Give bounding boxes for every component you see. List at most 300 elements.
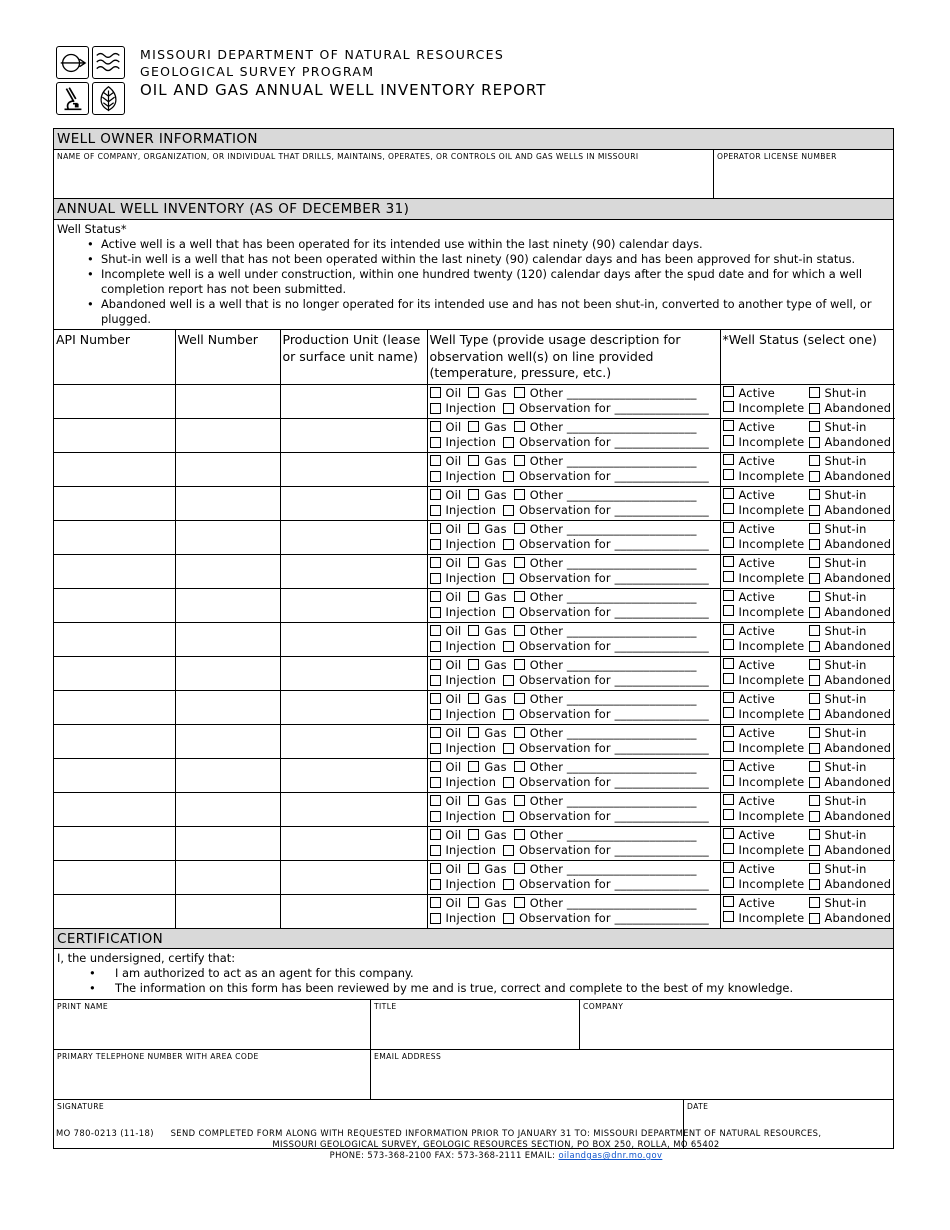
abandoned-checkbox[interactable] (809, 539, 820, 550)
injection-checkbox[interactable] (430, 403, 441, 414)
well-status-cell (720, 894, 895, 928)
api-number-cell[interactable] (54, 860, 175, 894)
oil-checkbox[interactable] (430, 897, 441, 908)
incomplete-label: Incomplete (738, 775, 805, 790)
production-unit-cell[interactable] (280, 452, 427, 486)
table-row (54, 860, 895, 894)
incomplete-checkbox[interactable] (723, 639, 734, 650)
injection-checkbox[interactable] (430, 709, 441, 720)
other-label: Other ______________________ (529, 793, 697, 808)
well-type-cell (427, 520, 720, 554)
injection-checkbox[interactable] (430, 777, 441, 788)
api-number-cell[interactable] (54, 418, 175, 452)
abandoned-label: Abandoned (824, 605, 892, 620)
table-row (54, 758, 895, 792)
active-label: Active (738, 453, 775, 468)
production-unit-cell[interactable] (280, 622, 427, 656)
gas-label: Gas (484, 759, 507, 774)
abandoned-label: Abandoned (824, 503, 892, 518)
production-unit-cell[interactable] (280, 894, 427, 928)
definition-shutin: • Shut-in well is a well that has not been operated within the last ninety (90) calendar days and has been approved for shut-in status. (101, 252, 890, 267)
observation-checkbox[interactable] (503, 437, 514, 448)
abandoned-checkbox[interactable] (809, 607, 820, 618)
gas-label: Gas (484, 521, 507, 536)
oil-label: Oil (445, 793, 462, 808)
injection-label: Injection (445, 809, 497, 824)
company-field[interactable] (580, 1000, 893, 1049)
observation-checkbox[interactable] (503, 709, 514, 720)
injection-label: Injection (445, 537, 497, 552)
other-checkbox[interactable] (514, 897, 525, 908)
well-number-cell[interactable] (175, 452, 280, 486)
shutin-label: Shut-in (824, 895, 867, 910)
oil-label: Oil (445, 419, 462, 434)
production-unit-cell[interactable] (280, 690, 427, 724)
incomplete-checkbox[interactable] (723, 911, 734, 922)
injection-checkbox[interactable] (430, 913, 441, 924)
well-number-cell[interactable] (175, 690, 280, 724)
active-checkbox[interactable] (723, 624, 734, 635)
other-label: Other ______________________ (529, 691, 697, 706)
oil-checkbox[interactable] (430, 523, 441, 534)
shutin-label: Shut-in (824, 691, 867, 706)
observation-checkbox[interactable] (503, 913, 514, 924)
active-checkbox[interactable] (723, 896, 734, 907)
production-unit-cell[interactable] (280, 486, 427, 520)
form-code: MO 780-0213 (11-18) (56, 1128, 154, 1138)
oil-label: Oil (445, 453, 462, 468)
active-checkbox[interactable] (723, 794, 734, 805)
incomplete-label: Incomplete (738, 707, 805, 722)
incomplete-checkbox[interactable] (723, 843, 734, 854)
incomplete-checkbox[interactable] (723, 707, 734, 718)
title-field[interactable] (371, 1000, 580, 1049)
api-number-cell[interactable] (54, 792, 175, 826)
incomplete-label: Incomplete (738, 673, 805, 688)
shutin-checkbox[interactable] (809, 761, 820, 772)
abandoned-label: Abandoned (824, 435, 892, 450)
injection-checkbox[interactable] (430, 811, 441, 822)
gas-checkbox[interactable] (468, 795, 479, 806)
api-number-cell[interactable] (54, 894, 175, 928)
injection-checkbox[interactable] (430, 607, 441, 618)
shutin-checkbox[interactable] (809, 523, 820, 534)
api-number-cell[interactable] (54, 758, 175, 792)
production-unit-cell[interactable] (280, 656, 427, 690)
owner-section-heading: WELL OWNER INFORMATION (54, 129, 893, 150)
observation-checkbox[interactable] (503, 675, 514, 686)
gas-checkbox[interactable] (468, 761, 479, 772)
table-row (54, 520, 895, 554)
email-field[interactable] (371, 1050, 893, 1099)
other-checkbox[interactable] (514, 659, 525, 670)
col-production-unit: Production Unit (lease or surface unit name) (280, 330, 427, 384)
observation-checkbox[interactable] (503, 777, 514, 788)
incomplete-label: Incomplete (738, 537, 805, 552)
injection-checkbox[interactable] (430, 879, 441, 890)
oil-checkbox[interactable] (430, 761, 441, 772)
signature-label: SIGNATURE (57, 1102, 105, 1111)
oil-checkbox[interactable] (430, 863, 441, 874)
injection-checkbox[interactable] (430, 675, 441, 686)
gas-label: Gas (484, 725, 507, 740)
col-well-type: Well Type (provide usage description for observation well(s) on line provided (temperature, pressure, etc.) (427, 330, 720, 384)
well-number-cell[interactable] (175, 622, 280, 656)
mailing-instructions (56, 1128, 896, 1161)
oil-checkbox[interactable] (430, 455, 441, 466)
injection-checkbox[interactable] (430, 641, 441, 652)
abandoned-checkbox[interactable] (809, 471, 820, 482)
well-status-cell (720, 724, 895, 758)
active-label: Active (738, 793, 775, 808)
abandoned-checkbox[interactable] (809, 573, 820, 584)
injection-label: Injection (445, 503, 497, 518)
observation-checkbox[interactable] (503, 811, 514, 822)
abandoned-checkbox[interactable] (809, 641, 820, 652)
observation-checkbox[interactable] (503, 879, 514, 890)
active-label: Active (738, 691, 775, 706)
active-label: Active (738, 861, 775, 876)
well-status-cell (720, 554, 895, 588)
shutin-checkbox[interactable] (809, 591, 820, 602)
api-number-cell[interactable] (54, 384, 175, 418)
production-unit-cell[interactable] (280, 826, 427, 860)
api-number-cell[interactable] (54, 520, 175, 554)
other-checkbox[interactable] (514, 829, 525, 840)
table-row (54, 554, 895, 588)
production-unit-cell[interactable] (280, 758, 427, 792)
active-label: Active (738, 725, 775, 740)
shutin-label: Shut-in (824, 657, 867, 672)
incomplete-checkbox[interactable] (723, 605, 734, 616)
well-number-cell[interactable] (175, 418, 280, 452)
well-number-cell[interactable] (175, 724, 280, 758)
incomplete-checkbox[interactable] (723, 809, 734, 820)
other-checkbox[interactable] (514, 591, 525, 602)
abandoned-checkbox[interactable] (809, 675, 820, 686)
col-well-number: Well Number (175, 330, 280, 384)
abandoned-checkbox[interactable] (809, 505, 820, 516)
oil-checkbox[interactable] (430, 727, 441, 738)
shutin-checkbox[interactable] (809, 693, 820, 704)
production-unit-cell[interactable] (280, 860, 427, 894)
shutin-label: Shut-in (824, 555, 867, 570)
oil-checkbox[interactable] (430, 557, 441, 568)
injection-label: Injection (445, 911, 497, 926)
other-label: Other ______________________ (529, 453, 697, 468)
other-checkbox[interactable] (514, 863, 525, 874)
incomplete-checkbox[interactable] (723, 877, 734, 888)
abandoned-label: Abandoned (824, 911, 892, 926)
observation-label: Observation for ________________ (519, 673, 709, 688)
shutin-checkbox[interactable] (809, 625, 820, 636)
other-label: Other ______________________ (529, 657, 697, 672)
observation-label: Observation for ________________ (519, 775, 709, 790)
abandoned-label: Abandoned (824, 639, 892, 654)
shutin-label: Shut-in (824, 419, 867, 434)
observation-label: Observation for ________________ (519, 809, 709, 824)
active-label: Active (738, 419, 775, 434)
production-unit-cell[interactable] (280, 418, 427, 452)
oil-label: Oil (445, 487, 462, 502)
incomplete-label: Incomplete (738, 809, 805, 824)
other-checkbox[interactable] (514, 795, 525, 806)
abandoned-checkbox[interactable] (809, 879, 820, 890)
well-number-cell[interactable] (175, 486, 280, 520)
api-number-cell[interactable] (54, 486, 175, 520)
observation-checkbox[interactable] (503, 641, 514, 652)
gas-checkbox[interactable] (468, 625, 479, 636)
abandoned-checkbox[interactable] (809, 709, 820, 720)
gas-checkbox[interactable] (468, 455, 479, 466)
well-type-cell (427, 792, 720, 826)
incomplete-checkbox[interactable] (723, 775, 734, 786)
api-number-cell[interactable] (54, 622, 175, 656)
incomplete-checkbox[interactable] (723, 741, 734, 752)
abandoned-checkbox[interactable] (809, 743, 820, 754)
injection-checkbox[interactable] (430, 505, 441, 516)
gas-checkbox[interactable] (468, 523, 479, 534)
production-unit-cell[interactable] (280, 724, 427, 758)
shutin-checkbox[interactable] (809, 455, 820, 466)
injection-label: Injection (445, 741, 497, 756)
gas-checkbox[interactable] (468, 591, 479, 602)
active-checkbox[interactable] (723, 862, 734, 873)
well-number-cell[interactable] (175, 656, 280, 690)
observation-label: Observation for ________________ (519, 537, 709, 552)
injection-checkbox[interactable] (430, 539, 441, 550)
table-row (54, 588, 895, 622)
incomplete-checkbox[interactable] (723, 401, 734, 412)
well-number-cell[interactable] (175, 860, 280, 894)
oil-checkbox[interactable] (430, 829, 441, 840)
certification-item: • I am authorized to act as an agent for this company. (115, 966, 890, 981)
active-label: Active (738, 827, 775, 842)
email-label: EMAIL ADDRESS (374, 1052, 442, 1061)
active-checkbox[interactable] (723, 420, 734, 431)
incomplete-checkbox[interactable] (723, 673, 734, 684)
incomplete-checkbox[interactable] (723, 503, 734, 514)
print-name-field[interactable] (54, 1000, 371, 1049)
oil-label: Oil (445, 657, 462, 672)
other-checkbox[interactable] (514, 523, 525, 534)
active-checkbox[interactable] (723, 488, 734, 499)
incomplete-label: Incomplete (738, 571, 805, 586)
active-checkbox[interactable] (723, 726, 734, 737)
api-number-cell[interactable] (54, 826, 175, 860)
company-name-field[interactable] (54, 150, 714, 198)
shutin-label: Shut-in (824, 861, 867, 876)
microscope-logo-icon (56, 82, 89, 115)
production-unit-cell[interactable] (280, 792, 427, 826)
gas-checkbox[interactable] (468, 421, 479, 432)
injection-label: Injection (445, 469, 497, 484)
well-number-cell[interactable] (175, 554, 280, 588)
abandoned-label: Abandoned (824, 707, 892, 722)
abandoned-checkbox[interactable] (809, 811, 820, 822)
gas-checkbox[interactable] (468, 863, 479, 874)
shutin-checkbox[interactable] (809, 421, 820, 432)
api-number-cell[interactable] (54, 690, 175, 724)
active-checkbox[interactable] (723, 590, 734, 601)
observation-label: Observation for ________________ (519, 571, 709, 586)
shutin-checkbox[interactable] (809, 863, 820, 874)
active-checkbox[interactable] (723, 658, 734, 669)
gas-label: Gas (484, 487, 507, 502)
api-number-cell[interactable] (54, 554, 175, 588)
shutin-checkbox[interactable] (809, 897, 820, 908)
oil-checkbox[interactable] (430, 625, 441, 636)
other-checkbox[interactable] (514, 557, 525, 568)
abandoned-checkbox[interactable] (809, 777, 820, 788)
gas-checkbox[interactable] (468, 693, 479, 704)
well-number-cell[interactable] (175, 384, 280, 418)
active-checkbox[interactable] (723, 556, 734, 567)
gas-checkbox[interactable] (468, 727, 479, 738)
well-type-cell (427, 656, 720, 690)
abandoned-label: Abandoned (824, 401, 892, 416)
shutin-checkbox[interactable] (809, 557, 820, 568)
gas-checkbox[interactable] (468, 387, 479, 398)
well-number-cell[interactable] (175, 894, 280, 928)
date-label: DATE (687, 1102, 709, 1111)
well-number-cell[interactable] (175, 758, 280, 792)
gas-checkbox[interactable] (468, 897, 479, 908)
well-number-cell[interactable] (175, 792, 280, 826)
well-type-cell (427, 724, 720, 758)
observation-checkbox[interactable] (503, 539, 514, 550)
incomplete-checkbox[interactable] (723, 435, 734, 446)
oil-checkbox[interactable] (430, 489, 441, 500)
production-unit-cell[interactable] (280, 554, 427, 588)
incomplete-label: Incomplete (738, 469, 805, 484)
other-checkbox[interactable] (514, 489, 525, 500)
api-number-cell[interactable] (54, 452, 175, 486)
injection-checkbox[interactable] (430, 471, 441, 482)
gas-checkbox[interactable] (468, 557, 479, 568)
other-label: Other ______________________ (529, 419, 697, 434)
well-number-cell[interactable] (175, 520, 280, 554)
other-checkbox[interactable] (514, 625, 525, 636)
oil-checkbox[interactable] (430, 693, 441, 704)
contact-line (96, 1150, 896, 1161)
shutin-checkbox[interactable] (809, 489, 820, 500)
well-status-cell (720, 452, 895, 486)
api-number-cell[interactable] (54, 656, 175, 690)
incomplete-checkbox[interactable] (723, 571, 734, 582)
phone-field[interactable] (54, 1050, 371, 1099)
observation-label: Observation for ________________ (519, 741, 709, 756)
other-checkbox[interactable] (514, 693, 525, 704)
table-row (54, 826, 895, 860)
oil-checkbox[interactable] (430, 591, 441, 602)
definition-abandoned: • Abandoned well is a well that is no longer operated for its intended use and has not been shut-in, converted to another type of well, or plugged. (101, 297, 890, 327)
well-number-cell[interactable] (175, 588, 280, 622)
well-status-cell (720, 860, 895, 894)
incomplete-checkbox[interactable] (723, 537, 734, 548)
gas-label: Gas (484, 385, 507, 400)
signer-row (54, 1000, 893, 1050)
shutin-checkbox[interactable] (809, 727, 820, 738)
production-unit-cell[interactable] (280, 588, 427, 622)
observation-checkbox[interactable] (503, 743, 514, 754)
active-checkbox[interactable] (723, 522, 734, 533)
oil-checkbox[interactable] (430, 795, 441, 806)
active-checkbox[interactable] (723, 454, 734, 465)
gas-label: Gas (484, 555, 507, 570)
other-checkbox[interactable] (514, 421, 525, 432)
other-checkbox[interactable] (514, 387, 525, 398)
oil-label: Oil (445, 555, 462, 570)
active-checkbox[interactable] (723, 386, 734, 397)
shutin-checkbox[interactable] (809, 829, 820, 840)
gas-label: Gas (484, 419, 507, 434)
observation-checkbox[interactable] (503, 845, 514, 856)
other-checkbox[interactable] (514, 727, 525, 738)
other-checkbox[interactable] (514, 761, 525, 772)
oil-checkbox[interactable] (430, 387, 441, 398)
injection-label: Injection (445, 571, 497, 586)
api-number-cell[interactable] (54, 588, 175, 622)
other-label: Other ______________________ (529, 725, 697, 740)
abandoned-checkbox[interactable] (809, 913, 820, 924)
gas-checkbox[interactable] (468, 659, 479, 670)
observation-checkbox[interactable] (503, 505, 514, 516)
operator-license-field[interactable] (714, 150, 893, 198)
production-unit-cell[interactable] (280, 520, 427, 554)
active-checkbox[interactable] (723, 828, 734, 839)
oil-checkbox[interactable] (430, 421, 441, 432)
abandoned-checkbox[interactable] (809, 403, 820, 414)
active-checkbox[interactable] (723, 760, 734, 771)
incomplete-label: Incomplete (738, 639, 805, 654)
other-label: Other ______________________ (529, 827, 697, 842)
api-number-cell[interactable] (54, 724, 175, 758)
abandoned-checkbox[interactable] (809, 437, 820, 448)
observation-checkbox[interactable] (503, 471, 514, 482)
other-label: Other ______________________ (529, 521, 697, 536)
owner-row (54, 150, 893, 199)
shutin-checkbox[interactable] (809, 795, 820, 806)
other-checkbox[interactable] (514, 455, 525, 466)
production-unit-cell[interactable] (280, 384, 427, 418)
injection-checkbox[interactable] (430, 743, 441, 754)
email-link[interactable]: oilandgas@dnr.mo.gov (558, 1150, 663, 1160)
injection-checkbox[interactable] (430, 437, 441, 448)
incomplete-checkbox[interactable] (723, 469, 734, 480)
active-label: Active (738, 623, 775, 638)
observation-checkbox[interactable] (503, 573, 514, 584)
gas-label: Gas (484, 827, 507, 842)
observation-checkbox[interactable] (503, 403, 514, 414)
shutin-checkbox[interactable] (809, 659, 820, 670)
active-checkbox[interactable] (723, 692, 734, 703)
injection-label: Injection (445, 673, 497, 688)
injection-label: Injection (445, 843, 497, 858)
observation-label: Observation for ________________ (519, 503, 709, 518)
well-number-cell[interactable] (175, 826, 280, 860)
gas-checkbox[interactable] (468, 489, 479, 500)
shutin-label: Shut-in (824, 521, 867, 536)
injection-label: Injection (445, 435, 497, 450)
oil-checkbox[interactable] (430, 659, 441, 670)
gas-checkbox[interactable] (468, 829, 479, 840)
injection-checkbox[interactable] (430, 573, 441, 584)
abandoned-checkbox[interactable] (809, 845, 820, 856)
observation-checkbox[interactable] (503, 607, 514, 618)
injection-checkbox[interactable] (430, 845, 441, 856)
shutin-checkbox[interactable] (809, 387, 820, 398)
